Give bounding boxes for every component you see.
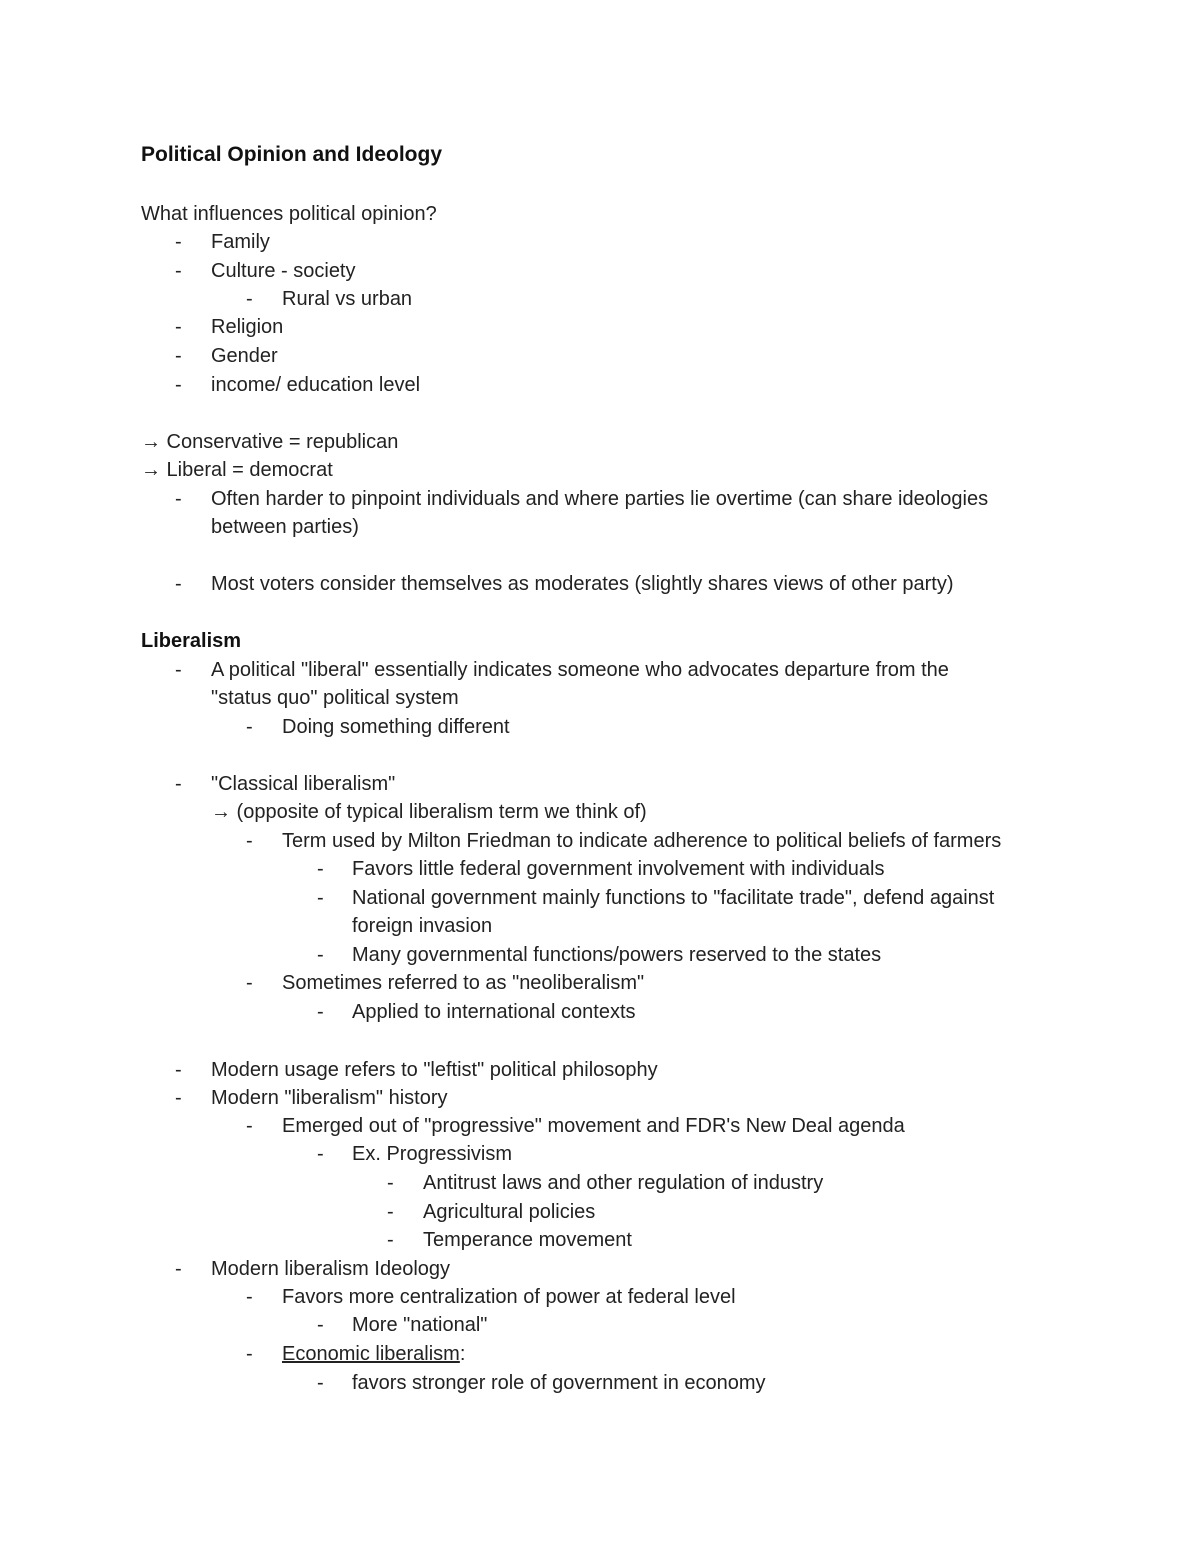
bullet-dash: - bbox=[387, 1229, 394, 1251]
list-item: National government mainly functions to "facilitate trade", defend against bbox=[352, 887, 995, 909]
list-item: Doing something different bbox=[282, 716, 510, 738]
bullet-dash: - bbox=[175, 1087, 182, 1109]
list-item bbox=[282, 1340, 465, 1368]
bullet-dash: - bbox=[175, 573, 182, 595]
bullet-dash: - bbox=[175, 260, 182, 282]
bullet-dash: - bbox=[317, 858, 324, 880]
bullet-dash: - bbox=[175, 1258, 182, 1280]
bullet-dash: - bbox=[387, 1172, 394, 1194]
list-item: Modern usage refers to "leftist" political philosophy bbox=[211, 1059, 658, 1081]
list-item: favors stronger role of government in economy bbox=[352, 1372, 766, 1394]
list-item: More "national" bbox=[352, 1314, 488, 1336]
list-item-continuation: foreign invasion bbox=[352, 915, 493, 937]
bullet-dash: - bbox=[246, 716, 253, 738]
bullet-dash: - bbox=[317, 944, 324, 966]
bullet-dash: - bbox=[317, 1314, 324, 1336]
intro-question: What influences political opinion? bbox=[141, 203, 437, 225]
colon: : bbox=[459, 1343, 466, 1365]
list-item: Favors little federal government involvement with individuals bbox=[352, 858, 885, 880]
bullet-dash: - bbox=[317, 1143, 324, 1165]
conservative-line: → Conservative = republican bbox=[141, 431, 399, 453]
list-item: Rural vs urban bbox=[282, 288, 413, 310]
list-item: Ex. Progressivism bbox=[352, 1143, 513, 1165]
list-item: Sometimes referred to as "neoliberalism" bbox=[282, 972, 645, 994]
list-item: Modern liberalism Ideology bbox=[211, 1258, 451, 1280]
bullet-dash: - bbox=[175, 659, 182, 681]
list-item-note: → (opposite of typical liberalism term we think of) bbox=[211, 801, 647, 823]
bullet-dash: - bbox=[246, 830, 253, 852]
list-item: Modern "liberalism" history bbox=[211, 1087, 448, 1109]
bullet-dash: - bbox=[387, 1201, 394, 1223]
list-item: Many governmental functions/powers reserved to the states bbox=[352, 944, 882, 966]
list-item: Gender bbox=[211, 345, 278, 367]
list-item: income/ education level bbox=[211, 374, 421, 396]
bullet-dash: - bbox=[246, 972, 253, 994]
list-item: Often harder to pinpoint individuals and where parties lie overtime (can share ideologies bbox=[211, 488, 989, 510]
bullet-dash: - bbox=[175, 345, 182, 367]
list-item: Antitrust laws and other regulation of industry bbox=[423, 1172, 824, 1194]
list-item: Family bbox=[211, 231, 270, 253]
list-item: Temperance movement bbox=[423, 1229, 632, 1251]
bullet-dash: - bbox=[175, 374, 182, 396]
bullet-dash: - bbox=[246, 1286, 253, 1308]
list-item-continuation: between parties) bbox=[211, 516, 359, 538]
bullet-dash: - bbox=[246, 1115, 253, 1137]
list-item: Culture - society bbox=[211, 260, 356, 282]
bullet-dash: - bbox=[246, 1343, 253, 1365]
section-heading: Liberalism bbox=[141, 630, 242, 652]
list-item: Most voters consider themselves as moderates (slightly shares views of other party) bbox=[211, 573, 954, 595]
list-item: Favors more centralization of power at federal level bbox=[282, 1286, 736, 1308]
list-item: A political "liberal" essentially indicates someone who advocates departure from the bbox=[211, 659, 949, 681]
underlined-term: Economic liberalism bbox=[282, 1343, 460, 1365]
bullet-dash: - bbox=[317, 1001, 324, 1023]
list-item: Applied to international contexts bbox=[352, 1001, 636, 1023]
bullet-dash: - bbox=[175, 316, 182, 338]
list-item: "Classical liberalism" bbox=[211, 773, 396, 795]
liberal-line: → Liberal = democrat bbox=[141, 459, 333, 481]
page-title: Political Opinion and Ideology bbox=[141, 143, 443, 166]
bullet-dash: - bbox=[175, 1059, 182, 1081]
list-item-continuation: "status quo" political system bbox=[211, 687, 459, 709]
list-item: Religion bbox=[211, 316, 284, 338]
bullet-dash: - bbox=[175, 488, 182, 510]
list-item: Agricultural policies bbox=[423, 1201, 596, 1223]
list-item: Emerged out of "progressive" movement and FDR's New Deal agenda bbox=[282, 1115, 905, 1137]
list-item: Term used by Milton Friedman to indicate adherence to political beliefs of farmers bbox=[282, 830, 1002, 852]
bullet-dash: - bbox=[317, 887, 324, 909]
bullet-dash: - bbox=[175, 231, 182, 253]
bullet-dash: - bbox=[175, 773, 182, 795]
bullet-dash: - bbox=[317, 1372, 324, 1394]
bullet-dash: - bbox=[246, 288, 253, 310]
